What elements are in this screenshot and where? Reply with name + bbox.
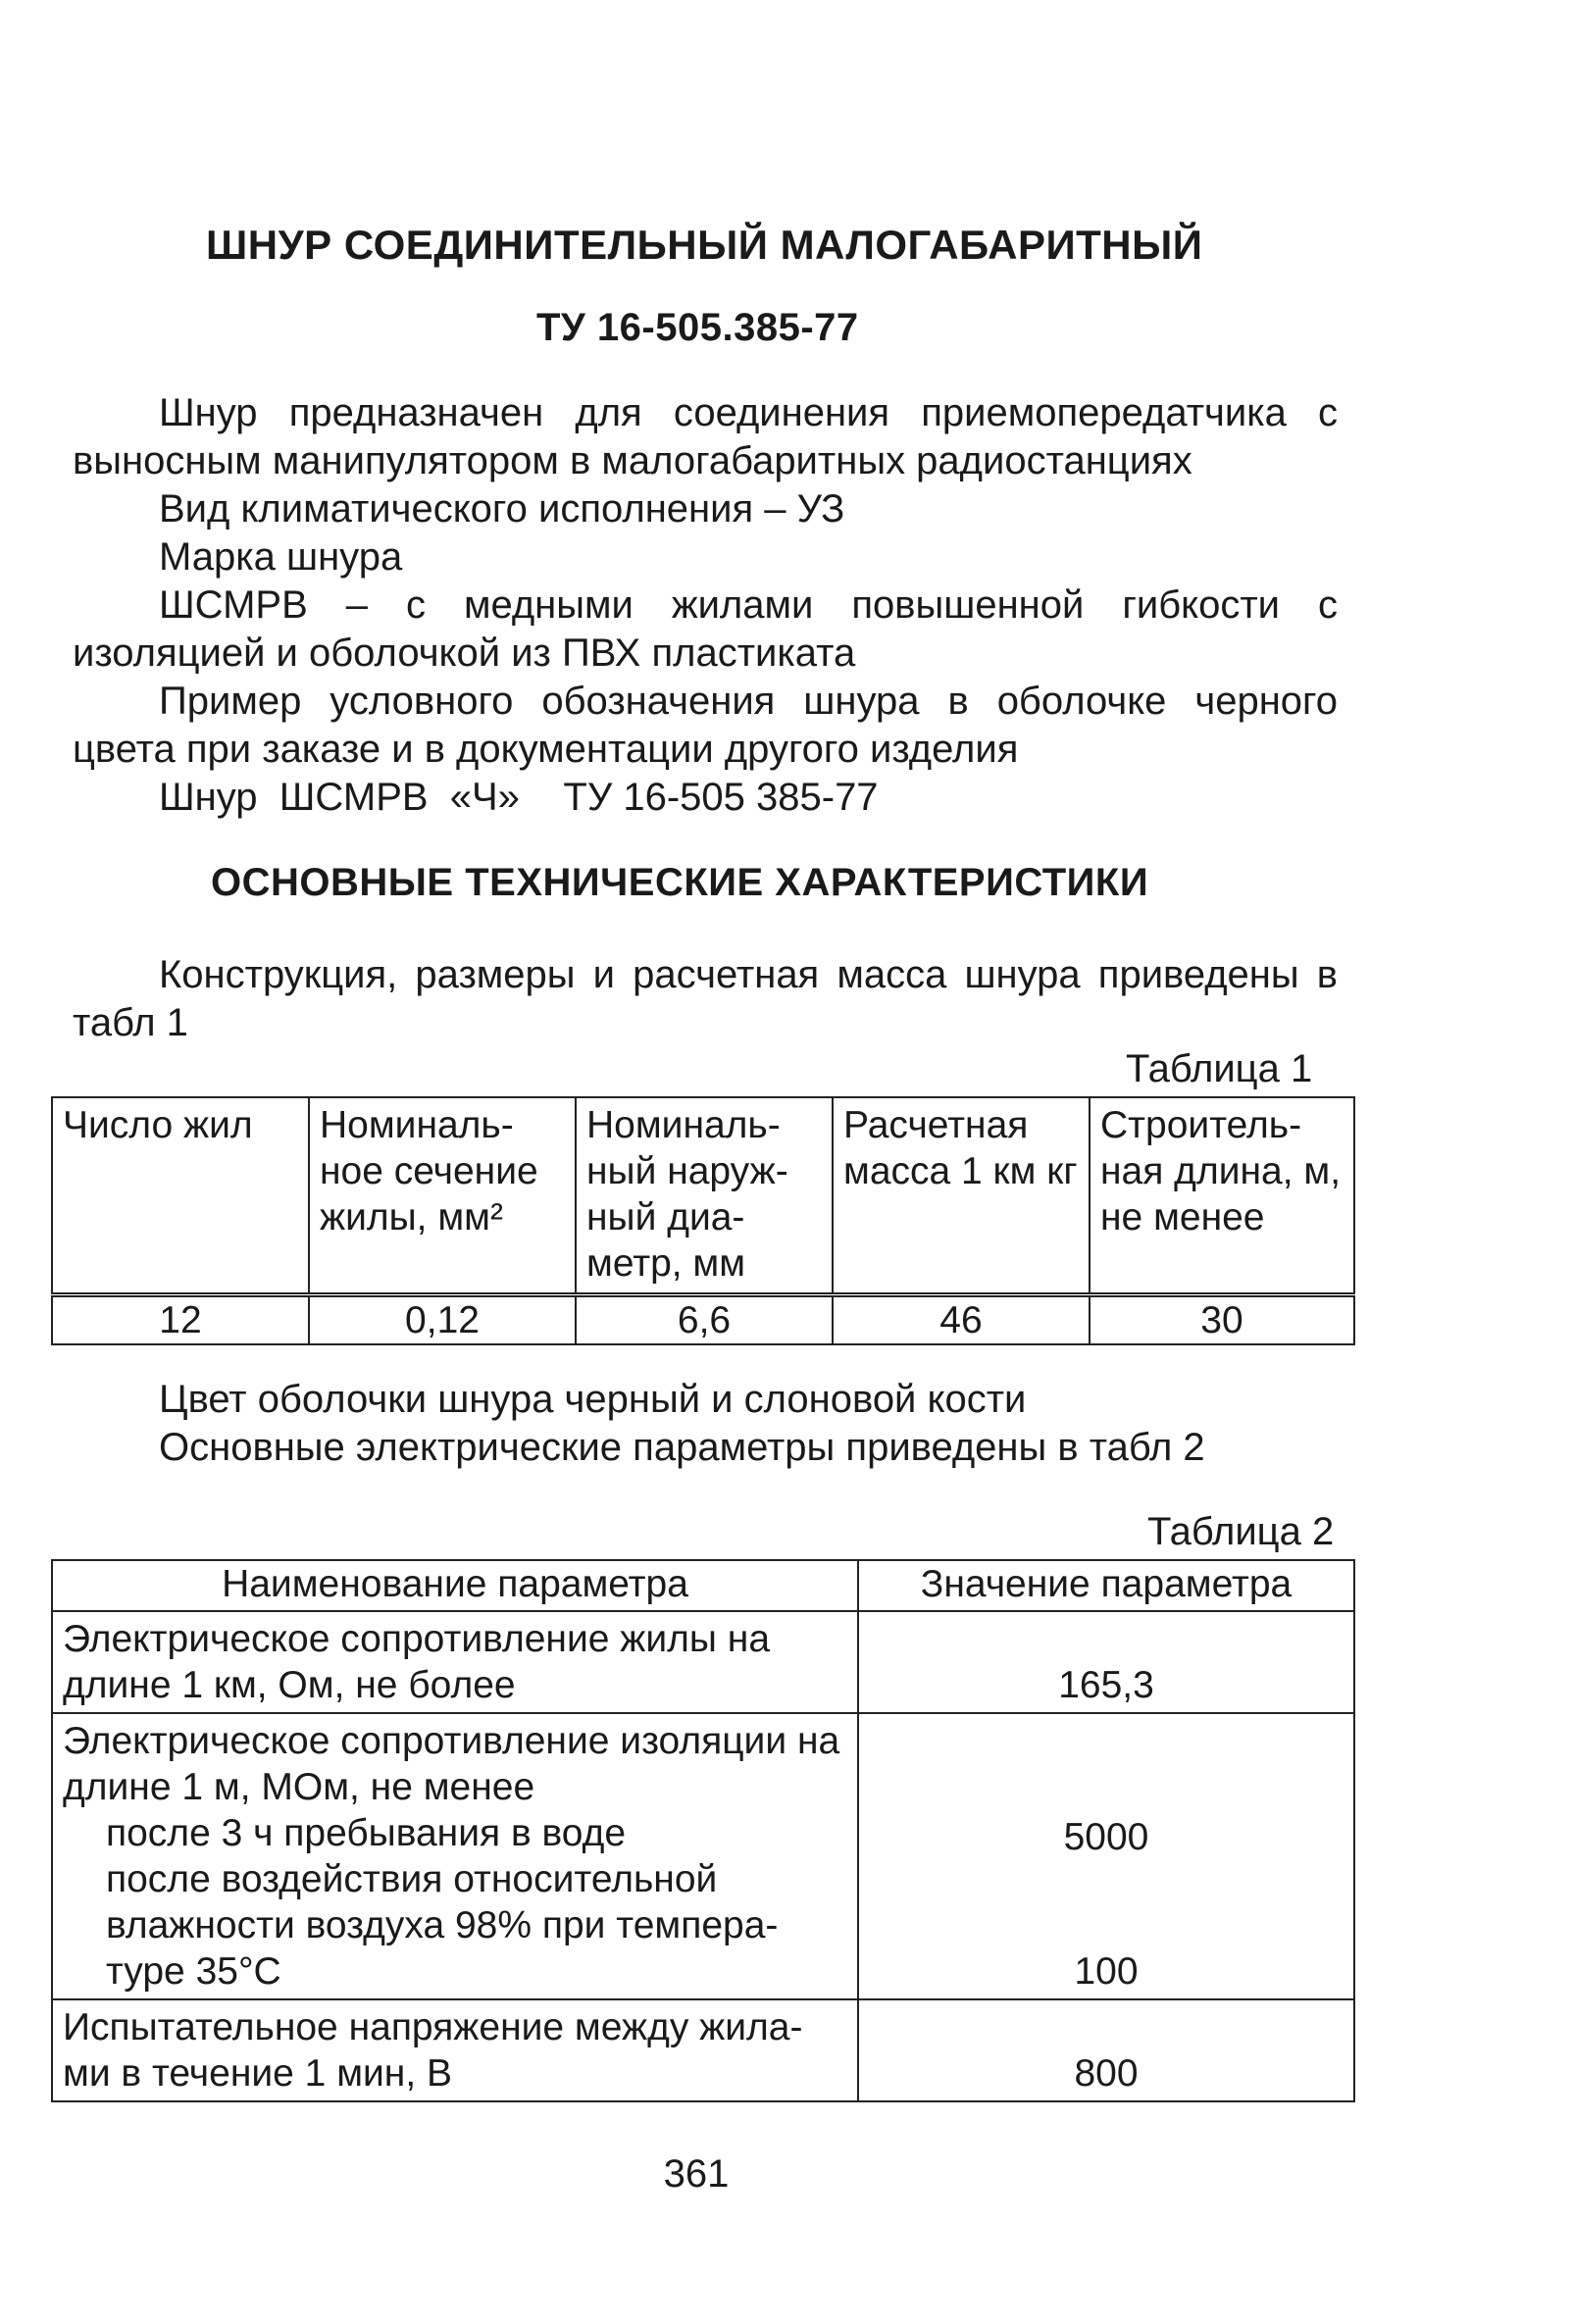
table2-param-value: 800	[858, 1999, 1354, 2101]
table-2	[51, 1559, 1355, 2102]
table2-param-name: Испытательное напряжение между жила-ми в течение 1 мин, В	[52, 1999, 858, 2101]
table1-caption: Таблица 1	[1126, 1047, 1313, 1090]
table1-header-cell: Число жил	[52, 1097, 309, 1295]
table2-param-sub: после 3 ч пребывания в воде	[106, 1812, 627, 1854]
table1-header-cell: Расчетная масса 1 км кг	[833, 1097, 1090, 1295]
table2-header-row	[52, 1560, 1354, 1611]
table1-header-cell: Номиналь-ный наруж-ный диа-метр, мм	[576, 1097, 833, 1295]
page-number: 361	[663, 2152, 730, 2196]
table2-intro: Основные электрические параметры приведены в табл 2	[159, 1426, 1205, 1469]
table2-param-sub: после воздействия относительной влажности воздуха 98% при темпера-туре 35°С	[106, 1858, 779, 1993]
sheath-color-note: Цвет оболочки шнура черный и слоновой кости	[159, 1378, 1027, 1421]
table1-data-row	[52, 1295, 1354, 1345]
table2-param-value: 5000	[1063, 1816, 1149, 1858]
table2-param-name-main: Электрическое сопротивление изоляции на длине 1 м, МОм, не менее	[63, 1720, 840, 1808]
table2-param-value: 165,3	[858, 1611, 1354, 1713]
intro-designation: Шнур ШСМРВ «Ч» ТУ 16-505 385-77	[159, 776, 879, 819]
spec-number: ТУ 16-505.385-77	[536, 306, 859, 349]
table1-intro: Конструкция, размеры и расчетная масса шнура приведены в табл 1	[73, 953, 1338, 1044]
table1-header-row	[52, 1097, 1354, 1295]
intro-brand-description: ШСМРВ – с медными жилами повышенной гибкости с изоляцией и оболочкой из ПВХ пластиката	[73, 583, 1338, 675]
table2-row	[52, 1611, 1354, 1713]
table1-cell: 30	[1090, 1295, 1354, 1345]
table2-param-name	[52, 1713, 858, 1999]
section-heading: ОСНОВНЫЕ ТЕХНИЧЕСКИЕ ХАРАКТЕРИСТИКИ	[211, 861, 1149, 904]
table1-cell: 0,12	[309, 1295, 576, 1345]
table1-header-cell: Строитель-ная длина, м, не менее	[1090, 1097, 1354, 1295]
table2-param-value-group	[858, 1713, 1354, 1999]
table2-header-cell: Наименование параметра	[52, 1560, 858, 1611]
intro-climate: Вид климатического исполнения – УЗ	[159, 487, 845, 530]
document-title: ШНУР СОЕДИНИТЕЛЬНЫЙ МАЛОГАБАРИТНЫЙ	[206, 222, 1203, 268]
table-1	[51, 1096, 1355, 1345]
table1-cell: 12	[52, 1295, 309, 1345]
table2-param-name: Электрическое сопротивление жилы на длине 1 км, Ом, не более	[52, 1611, 858, 1713]
table1-cell: 46	[833, 1295, 1090, 1345]
table2-row	[52, 1713, 1354, 1999]
table2-row	[52, 1999, 1354, 2101]
table2-caption: Таблица 2	[1147, 1510, 1335, 1553]
table2-param-value: 100	[1074, 1950, 1139, 1993]
intro-purpose: Шнур предназначен для соединения приемопередатчика с выносным манипулятором в малогабаритных радиостанциях	[73, 391, 1338, 482]
table1-header-cell: Номиналь-ное сечение жилы, мм²	[309, 1097, 576, 1295]
table1-cell: 6,6	[576, 1295, 833, 1345]
table2-header-cell: Значение параметра	[858, 1560, 1354, 1611]
intro-brand-label: Марка шнура	[159, 535, 403, 579]
intro-example: Пример условного обозначения шнура в оболочке черного цвета при заказе и в документации другого изделия	[73, 680, 1338, 771]
